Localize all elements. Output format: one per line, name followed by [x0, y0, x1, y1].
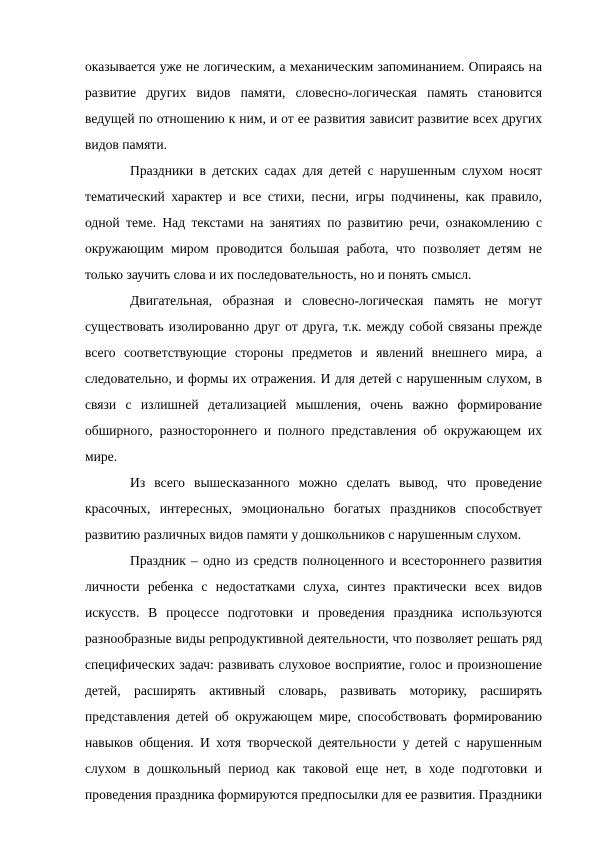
text-line: связи с излишней детализацией мышления, очень важно формирование: [85, 397, 542, 412]
text-line: обширного, разностороннего и полного представления об окружающем их: [85, 423, 542, 438]
text-line: видов памяти.: [85, 137, 168, 152]
text-line: мире.: [85, 449, 118, 464]
text-line: представления детей об окружающем мире, способствовать формированию: [85, 709, 542, 724]
text-line: развитие других видов памяти, словесно-логическая память становится: [85, 85, 542, 100]
text-line: детей, расширять активный словарь, развивать моторику, расширять: [85, 683, 542, 698]
text-line: ведущей по отношению к ним, и от ее развития зависит развитие всех других: [85, 111, 542, 126]
text-line: Праздники в детских садах для детей с нарушенным слухом носят: [130, 163, 542, 178]
text-line: Праздник – одно из средств полноценного и всестороннего развития: [130, 553, 542, 568]
text-line: проведения праздника формируются предпосылки для ее развития. Праздники: [85, 787, 542, 802]
text-line: Из всего вышесказанного можно сделать вывод, что проведение: [130, 475, 542, 490]
text-line: слухом в дошкольный период как таковой еще нет, в ходе подготовки и: [85, 761, 542, 776]
text-line: личности ребенка с недостатками слуха, синтез практически всех видов: [85, 579, 542, 594]
text-line: всего соответствующие стороны предметов и явлений внешнего мира, а: [85, 345, 542, 360]
text-line: Двигательная, образная и словесно-логическая память не могут: [130, 293, 542, 308]
text-line: только заучить слова и их последовательность, но и понять смысл.: [85, 267, 472, 282]
text-line: разнообразные виды репродуктивной деятельности, что позволяет решать ряд: [85, 631, 542, 646]
text-line: существовать изолированно друг от друга, т.к. между собой связаны прежде: [85, 319, 542, 334]
text-line: навыков общения. И хотя творческой деятельности у детей с нарушенным: [85, 735, 542, 750]
text-line: тематический характер и все стихи, песни, игры подчинены, как правило,: [85, 189, 542, 204]
text-line: специфических задач: развивать слуховое восприятие, голос и произношение: [85, 657, 542, 672]
text-line: окружающим миром проводится большая работа, что позволяет детям не: [85, 241, 542, 256]
text-line: следовательно, и формы их отражения. И для детей с нарушенным слухом, в: [85, 371, 542, 386]
text-line: одной теме. Над текстами на занятиях по развитию речи, ознакомлению с: [85, 215, 542, 230]
text-line: развитию различных видов памяти у дошкольников с нарушенным слухом.: [85, 527, 522, 542]
text-line: оказывается уже не логическим, а механическим запоминанием. Опираясь на: [85, 59, 542, 74]
text-line: красочных, интересных, эмоционально богатых праздников способствует: [85, 501, 542, 516]
text-line: искусств. В процессе подготовки и проведения праздника используются: [85, 605, 542, 620]
